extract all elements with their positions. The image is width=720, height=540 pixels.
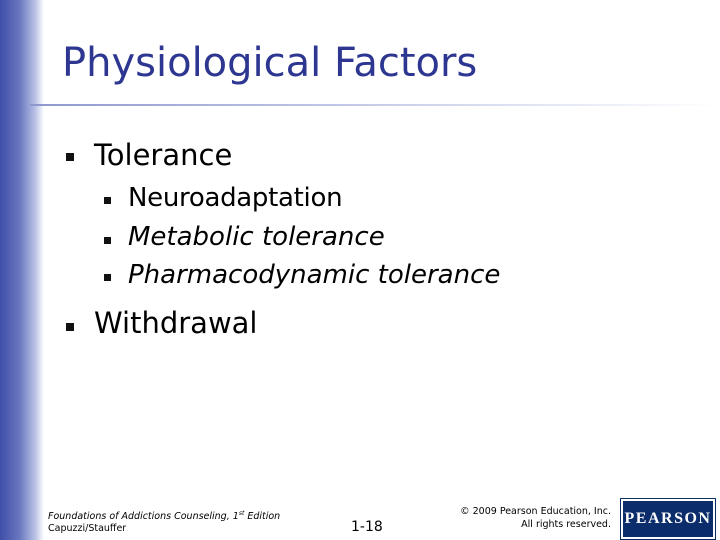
decorative-left-band bbox=[0, 0, 44, 540]
title-underline bbox=[30, 104, 720, 106]
footer-book-title: Foundations of Addictions Counseling, 1st Edition bbox=[48, 510, 281, 523]
footer-book-info bbox=[48, 508, 280, 535]
bullet-tolerance: Tolerance bbox=[94, 138, 233, 172]
sub-bullet-marker bbox=[104, 197, 111, 204]
copyright-line-2: All rights reserved. bbox=[521, 519, 611, 530]
sub-bullet-pharmacodynamic-tolerance: Pharmacodynamic tolerance bbox=[128, 260, 501, 290]
pearson-logo-text: PEARSON bbox=[624, 510, 712, 527]
bullet-withdrawal: Withdrawal bbox=[94, 306, 258, 340]
sub-bullet-marker bbox=[104, 274, 111, 281]
slide-title: Physiological Factors bbox=[62, 40, 478, 86]
copyright-line-1: © 2009 Pearson Education, Inc. bbox=[460, 506, 611, 517]
page-number: 1-18 bbox=[351, 519, 383, 535]
bullet-marker bbox=[66, 323, 74, 331]
footer-copyright bbox=[460, 505, 611, 531]
bullet-marker bbox=[66, 153, 74, 161]
pearson-logo bbox=[621, 499, 715, 539]
footer-authors: Capuzzi/Stauffer bbox=[48, 523, 127, 535]
sub-bullet-metabolic-tolerance: Metabolic tolerance bbox=[128, 222, 385, 252]
sub-bullet-neuroadaptation: Neuroadaptation bbox=[128, 183, 343, 213]
sub-bullet-marker bbox=[104, 237, 111, 244]
